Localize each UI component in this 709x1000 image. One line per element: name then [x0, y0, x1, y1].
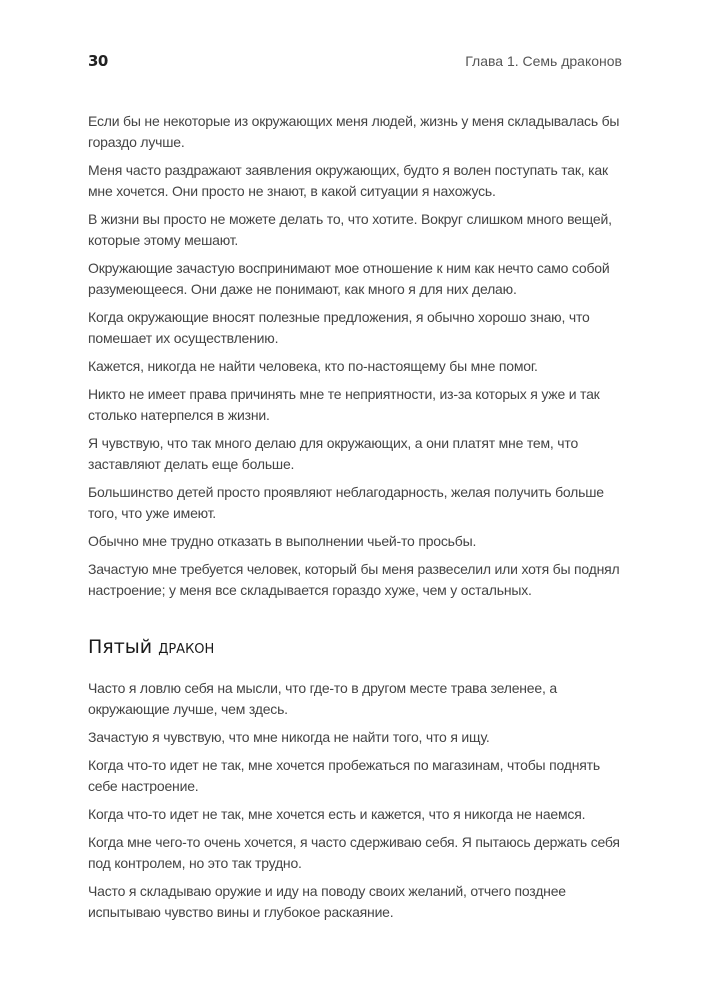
section-heading-rest: дракон: [158, 636, 215, 658]
statement: Я чувствую, что так много делаю для окружающих, а они платят мне тем, что заставляют делать еще больше.: [88, 435, 579, 472]
statement: Часто я складываю оружие и иду на поводу своих желаний, отчего позднее испытываю чувство вины и глубокое раскаяние.: [88, 883, 566, 920]
section-heading: [88, 636, 214, 658]
statement: Зачастую мне требуется человек, который бы меня развеселил или хотя бы поднял настроение; у меня все складывается гораздо хуже, чем у остальных.: [88, 561, 620, 598]
section-heading-first-word: Пятый: [88, 636, 153, 658]
statement: Когда окружающие вносят полезные предложения, я обычно хорошо знаю, что помешает их осуществлению.: [88, 309, 590, 346]
statement: Большинство детей просто проявляют неблагодарность, желая получить больше того, что уже имеют.: [88, 484, 604, 521]
statement: Окружающие зачастую воспринимают мое отношение к ним как нечто само собой разумеющееся. Они даже не понимают, как много я для них делаю.: [88, 260, 610, 297]
statement: Если бы не некоторые из окружающих меня людей, жизнь у меня складывалась бы гораздо лучше.: [88, 113, 620, 150]
statement: Меня часто раздражают заявления окружающих, будто я волен поступать так, как мне хочется. Они просто не знают, в какой ситуации я нахожусь.: [88, 162, 608, 199]
statement: Никто не имеет права причинять мне те неприятности, из-за которых я уже и так столько натерпелся в жизни.: [88, 386, 600, 423]
statement: Зачастую я чувствую, что мне никогда не найти того, что я ищу.: [88, 729, 490, 745]
statement: Кажется, никогда не найти человека, кто по-настоящему бы мне помог.: [88, 358, 538, 374]
statement: Обычно мне трудно отказать в выполнении чьей-то просьбы.: [88, 533, 477, 549]
statements-list-2: [88, 678, 628, 930]
running-head: Глава 1. Семь драконов: [465, 53, 622, 69]
statement: Часто я ловлю себя на мысли, что где-то в другом месте трава зеленее, а окружающие лучше, чем здесь.: [88, 680, 557, 717]
statement: Когда что-то идет не так, мне хочется пробежаться по магазинам, чтобы поднять себе настроение.: [88, 757, 600, 794]
page-number: 30: [88, 52, 108, 70]
statement: Когда что-то идет не так, мне хочется есть и кажется, что я никогда не наемся.: [88, 806, 586, 822]
statement: В жизни вы просто не можете делать то, что хотите. Вокруг слишком много вещей, которые этому мешают.: [88, 211, 612, 248]
statement: Когда мне чего-то очень хочется, я часто сдерживаю себя. Я пытаюсь держать себя под контролем, но это так трудно.: [88, 834, 620, 871]
statements-list-1: [88, 111, 628, 608]
